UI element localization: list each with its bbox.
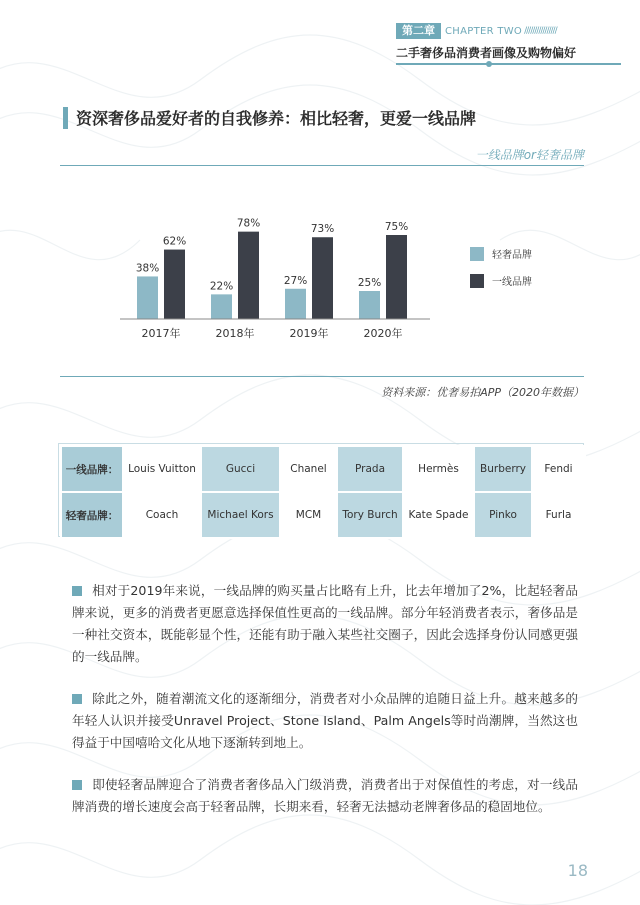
chapter-slashes: //////////////// bbox=[524, 26, 557, 36]
data-label: 62% bbox=[162, 235, 187, 248]
bar-chart bbox=[110, 195, 560, 355]
brand-cell: Chanel bbox=[280, 446, 337, 492]
bar-first-tier bbox=[164, 250, 185, 319]
chapter-badge: 第二章 bbox=[396, 23, 441, 39]
x-tick-label: 2020年 bbox=[363, 327, 403, 340]
x-tick-label: 2017年 bbox=[141, 327, 181, 340]
x-tick-label: 2019年 bbox=[289, 327, 329, 340]
brand-cell: Fendi bbox=[532, 446, 585, 492]
data-label: 27% bbox=[283, 274, 308, 287]
page-number: 18 bbox=[567, 861, 588, 880]
paragraph bbox=[72, 688, 578, 754]
brand-cell: Gucci bbox=[201, 446, 280, 492]
brand-row-first-tier bbox=[61, 446, 585, 492]
data-label: 78% bbox=[236, 217, 261, 230]
data-label: 75% bbox=[384, 221, 409, 233]
bar-light-luxury bbox=[211, 294, 232, 319]
brand-cell: Tory Burch bbox=[337, 492, 403, 538]
paragraph-text: 即使轻奢品牌迎合了消费者奢侈品入门级消费，消费者出于对保值性的考虑，对一线品牌消费的增长速度会高于轻奢品牌，长期来看，轻奢无法撼动老牌奢侈品的稳固地位。 bbox=[72, 777, 578, 814]
bar-light-luxury bbox=[359, 291, 380, 319]
brand-cell: Burberry bbox=[474, 446, 532, 492]
bullet-square-icon bbox=[72, 780, 82, 790]
bar-first-tier bbox=[386, 235, 407, 319]
brand-cell: Louis Vuitton bbox=[123, 446, 201, 492]
header-dot bbox=[486, 61, 492, 67]
brand-cell: Hermès bbox=[403, 446, 474, 492]
paragraph bbox=[72, 580, 578, 668]
bar-light-luxury bbox=[137, 276, 158, 319]
brand-row-label: 轻奢品牌： bbox=[61, 492, 123, 538]
paragraph-text: 相对于2019年来说，一线品牌的购买量占比略有上升，比去年增加了2%，比起轻奢品牌来说，更多的消费者更愿意选择保值性更高的一线品牌。部分年轻消费者表示，奢侈品是一种社交资本，既能彰显个性，还能有助于融入某些社交圈子，因此会选择身份认同感更强的一线品牌。 bbox=[72, 583, 578, 664]
chart-bottom-divider bbox=[60, 376, 584, 377]
paragraph bbox=[72, 774, 578, 818]
brand-cell: Coach bbox=[123, 492, 201, 538]
data-label: 73% bbox=[310, 223, 335, 236]
data-label: 25% bbox=[357, 277, 382, 289]
brand-cell: Michael Kors bbox=[201, 492, 280, 538]
bar-first-tier bbox=[312, 237, 333, 319]
paragraph-text: 除此之外，随着潮流文化的逐渐细分，消费者对小众品牌的追随日益上升。越来越多的年轻人认识并接受Unravel Project、Stone Island、Palm Angels等时尚潮牌，当然这也得益于中国嘻哈文化从地下逐渐转到地上。 bbox=[72, 691, 578, 750]
header-divider bbox=[396, 63, 621, 65]
bullet-square-icon bbox=[72, 586, 82, 596]
brand-cell: Prada bbox=[337, 446, 403, 492]
brand-row-light-luxury bbox=[61, 492, 585, 538]
brand-cell: Kate Spade bbox=[403, 492, 474, 538]
bullet-square-icon bbox=[72, 694, 82, 704]
legend-swatch bbox=[470, 274, 484, 288]
legend-label: 轻奢品牌 bbox=[492, 250, 532, 261]
brand-cell: Pinko bbox=[474, 492, 532, 538]
brand-cell: MCM bbox=[280, 492, 337, 538]
chart-subtitle: 一线品牌or轻奢品牌 bbox=[475, 148, 584, 162]
brand-row-label: 一线品牌： bbox=[61, 446, 123, 492]
chapter-title: 二手奢侈品消费者画像及购物偏好 bbox=[396, 46, 577, 60]
bar-first-tier bbox=[238, 232, 259, 319]
chapter-header bbox=[396, 22, 621, 40]
data-label: 22% bbox=[209, 280, 234, 293]
x-tick-label: 2018年 bbox=[215, 327, 255, 340]
legend-swatch bbox=[470, 247, 484, 261]
section-title-bar bbox=[63, 107, 68, 129]
chapter-english: CHAPTER TWO bbox=[445, 25, 523, 37]
brand-cell: Furla bbox=[532, 492, 585, 538]
data-label: 38% bbox=[135, 262, 160, 275]
section-title: 资深奢侈品爱好者的自我修养：相比轻奢，更爱一线品牌 bbox=[76, 109, 477, 128]
data-source: 资料来源：优奢易拍APP（2020年数据） bbox=[381, 386, 584, 399]
legend-label: 一线品牌 bbox=[492, 277, 532, 288]
bar-light-luxury bbox=[285, 289, 306, 319]
brand-table bbox=[60, 445, 586, 539]
chart-top-divider bbox=[60, 165, 584, 166]
